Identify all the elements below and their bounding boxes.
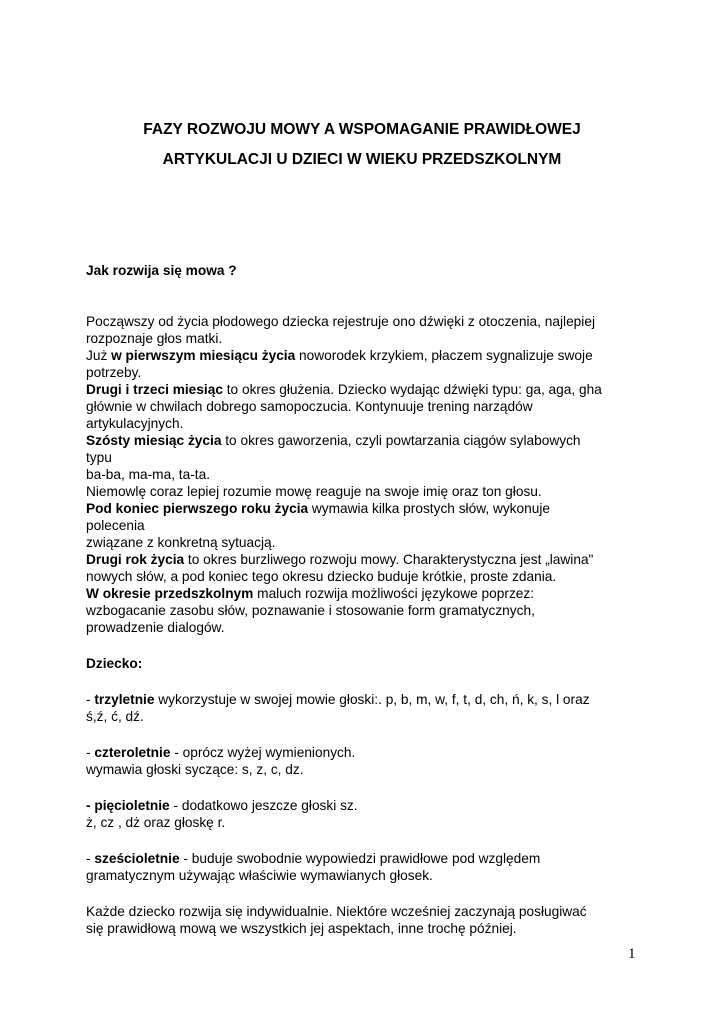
text-run: noworodek krzykiem, płaczem sygnalizuje swoje xyxy=(295,348,593,363)
section-heading-how-speech-develops: Jak rozwija się mowa ? xyxy=(86,263,237,278)
paragraph-line: rozpoznaje głos matki. xyxy=(86,331,223,346)
paragraph-line: nowych słów, a pod koniec tego okresu dziecko buduje krótkie, proste zdania. xyxy=(86,569,557,584)
bold-phrase: Drugi rok życia xyxy=(86,552,185,567)
bold-phrase: Drugi i trzeci miesiąc xyxy=(86,382,223,397)
paragraph-line: ż, cz , dż oraz głoskę r. xyxy=(86,815,226,830)
bold-phrase: trzyletnie xyxy=(94,692,155,707)
bold-phrase: Pod koniec pierwszego roku życia xyxy=(86,501,309,516)
paragraph-second-third-month xyxy=(86,381,646,398)
paragraph-line: związane z konkretną sytuacją. xyxy=(86,535,276,550)
paragraph-preschool xyxy=(86,585,646,602)
paragraph-line: wymawia głoski syczące: s, z, c, dz. xyxy=(86,762,304,777)
paragraph-line: artykulacyjnych. xyxy=(86,416,184,431)
text-run: - xyxy=(86,745,95,760)
paragraph-line: Niemowlę coraz lepiej rozumie mowę reaguje na swoje imię oraz ton głosu. xyxy=(86,484,542,499)
paragraph-line: głównie w chwilach dobrego samopoczucia. Kontynuuje trening narządów xyxy=(86,399,533,414)
bold-phrase: czteroletnie xyxy=(94,745,171,760)
paragraph-line: polecenia xyxy=(86,518,145,533)
list-item-five-year-old xyxy=(86,797,646,814)
list-item-four-year-old xyxy=(86,744,646,761)
bold-phrase: - pięcioletnie xyxy=(86,798,170,813)
bold-phrase: sześcioletnie xyxy=(94,851,180,866)
section-heading-child: Dziecko: xyxy=(86,656,143,671)
text-run: maluch rozwija możliwości językowe poprzez: xyxy=(253,586,535,601)
paragraph-line: prowadzenie dialogów. xyxy=(86,620,225,635)
paragraph-second-year xyxy=(86,551,646,568)
paragraph-line: gramatycznym używając właściwie wymawianych głosek. xyxy=(86,868,433,883)
text-run: wymawia kilka prostych słów, wykonuje xyxy=(308,501,551,516)
text-run: - dodatkowo jeszcze głoski sz. xyxy=(169,798,358,813)
paragraph-line: wzbogacanie zasobu słów, poznawanie i stosowanie form gramatycznych, xyxy=(86,603,535,618)
text-run: wykorzystuje w swojej mowie głoski:. p, b, m, w, f, t, d, ch, ń, k, s, l oraz xyxy=(154,692,590,707)
text-run: Już xyxy=(86,348,112,363)
bold-phrase: w pierwszym miesiącu życia xyxy=(111,348,296,363)
list-item-six-year-old xyxy=(86,850,646,867)
page-number: 1 xyxy=(628,946,636,962)
text-run: to okres głużenia. Dziecko wydając dźwięki typu: ga, aga, gha xyxy=(222,382,602,397)
paragraph-line: Począwszy od życia płodowego dziecka rejestruje ono dźwięki z otoczenia, najlepiej xyxy=(86,314,595,329)
paragraph-sixth-month xyxy=(86,432,646,449)
bold-phrase: Szósty miesiąc życia xyxy=(86,433,222,448)
paragraph-line: się prawidłową mową we wszystkich jej aspektach, inne trochę później. xyxy=(86,921,517,936)
text-run: - xyxy=(86,851,95,866)
paragraph-line: ba-ba, ma-ma, ta-ta. xyxy=(86,467,210,482)
document-body xyxy=(86,262,646,937)
paragraph-line: ś,ź, ć, dź. xyxy=(86,709,144,724)
text-run: - buduje swobodnie wypowiedzi prawidłowe pod względem xyxy=(179,851,541,866)
list-item-three-year-old xyxy=(86,691,646,708)
text-run: - xyxy=(86,692,95,707)
paragraph-line: potrzeby. xyxy=(86,365,142,380)
paragraph-line: typu xyxy=(86,450,112,465)
paragraph-first-month xyxy=(86,347,646,364)
title-line-2: ARTYKULACJI U DZIECI W WIEKU PRZEDSZKOLNYM xyxy=(162,151,562,168)
text-run: - oprócz wyżej wymienionych. xyxy=(170,745,356,760)
bold-phrase: W okresie przedszkolnym xyxy=(86,586,254,601)
title-line-1: FAZY ROZWOJU MOWY A WSPOMAGANIE PRAWIDŁOWEJ xyxy=(143,121,581,138)
paragraph-line: Każde dziecko rozwija się indywidualnie. Niektóre wcześniej zaczynają posługiwać xyxy=(86,904,587,919)
text-run: to okres gaworzenia, czyli powtarzania ciągów sylabowych xyxy=(221,433,581,448)
text-run: to okres burzliwego rozwoju mowy. Charakterystyczna jest „lawina" xyxy=(184,552,594,567)
paragraph-end-first-year xyxy=(86,500,646,517)
